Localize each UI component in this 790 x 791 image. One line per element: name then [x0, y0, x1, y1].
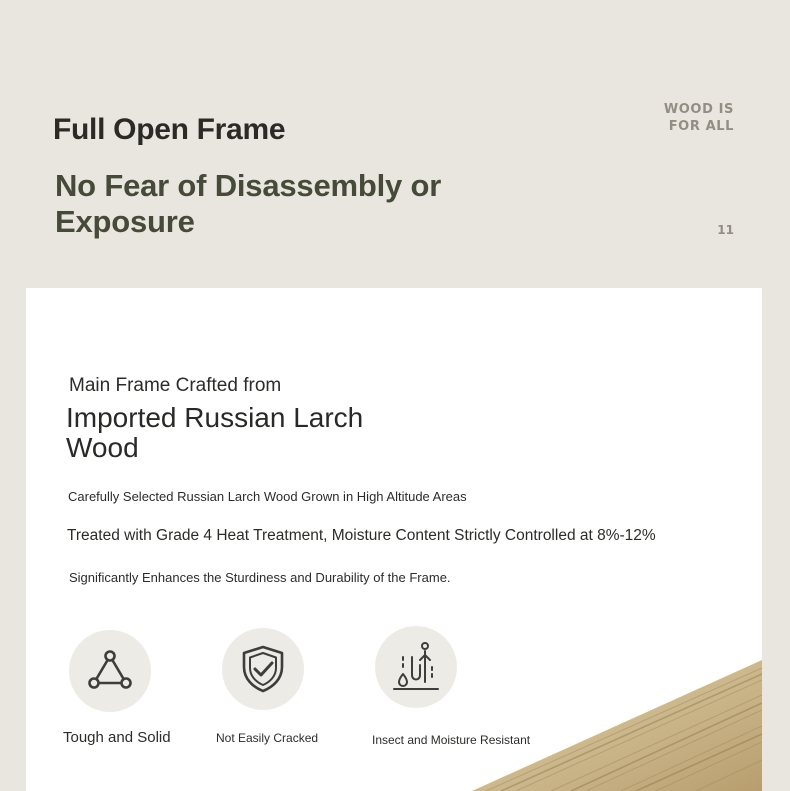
card-kicker: Main Frame Crafted from	[69, 375, 282, 396]
brand-line-1: WOOD IS	[663, 102, 734, 117]
feature-label-tough: Tough and Solid	[63, 729, 171, 746]
brand-logo	[664, 101, 734, 135]
description-3: Significantly Enhances the Sturdiness and Durability of the Frame.	[69, 570, 451, 585]
feature-label-crack: Not Easily Cracked	[216, 731, 319, 745]
feature-tough	[69, 630, 151, 712]
page-title: Full Open Frame	[53, 113, 286, 146]
moisture-icon	[390, 641, 442, 693]
description-2: Treated with Grade 4 Heat Treatment, Moisture Content Strictly Controlled at 8%-12%	[67, 527, 656, 544]
triangle-nodes-icon	[85, 646, 135, 696]
content-card	[26, 288, 762, 791]
page-subtitle: No Fear of Disassembly or Exposure	[55, 168, 442, 239]
feature-insect	[375, 626, 457, 708]
feature-crack	[222, 628, 304, 710]
larch-wood-image	[456, 648, 762, 791]
shield-check-icon	[239, 643, 287, 695]
description-1: Carefully Selected Russian Larch Wood Grown in High Altitude Areas	[68, 489, 467, 504]
page-number: 11	[717, 223, 734, 237]
feature-label-insect: Insect and Moisture Resistant	[372, 733, 531, 747]
card-title: Imported Russian Larch Wood	[66, 402, 364, 463]
brand-line-2: FOR ALL	[668, 119, 734, 134]
